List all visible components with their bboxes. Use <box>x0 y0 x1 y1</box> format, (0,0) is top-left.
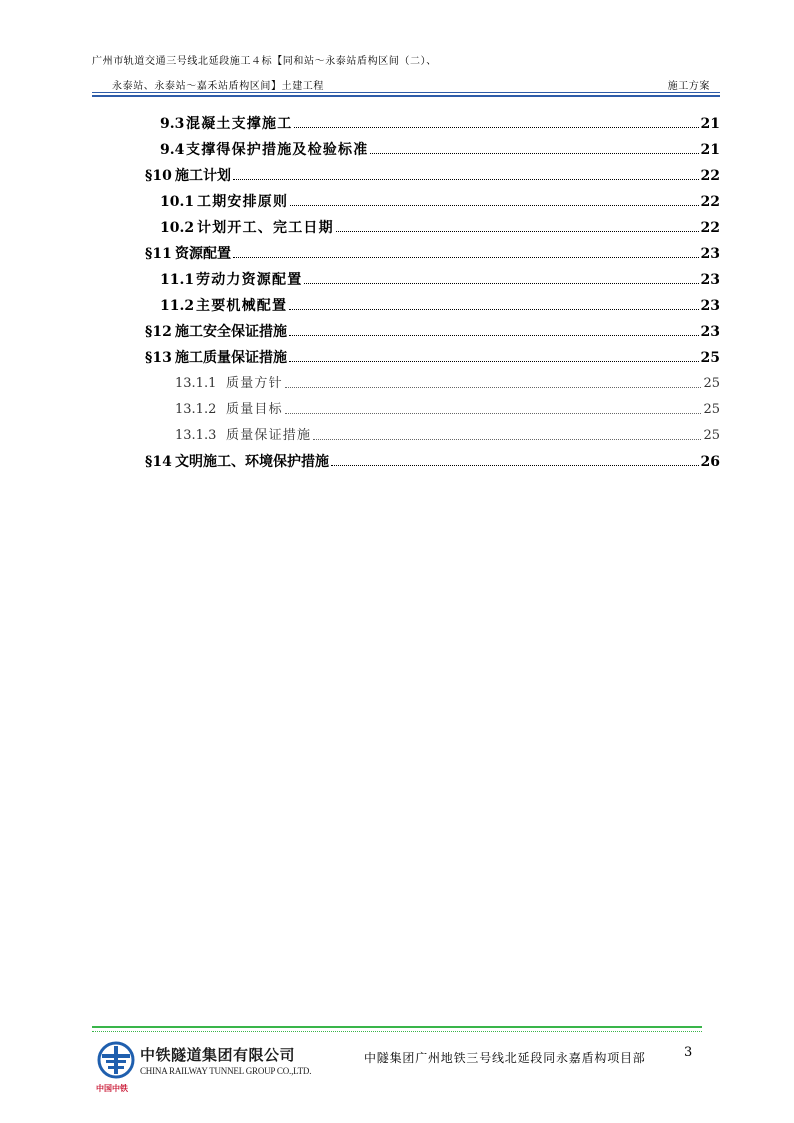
toc-entry-title: 质量方针 <box>226 376 283 391</box>
company-name-cn: 中铁隧道集团有限公司 <box>140 1046 296 1064</box>
page-number: 3 <box>684 1045 693 1060</box>
toc-entry-number: §10 <box>145 168 172 184</box>
toc-dot-leader <box>285 387 701 388</box>
company-name-en: CHINA RAILWAY TUNNEL GROUP CO.,LTD. <box>140 1066 312 1076</box>
toc-dot-leader <box>290 205 699 206</box>
toc-dot-leader <box>336 231 699 232</box>
toc-entry-title: 资源配置 <box>175 246 231 262</box>
logo-caption: 中国中铁 <box>96 1084 128 1093</box>
toc-entry-number: 11.2 <box>160 298 195 314</box>
toc-entry-page: 23 <box>700 324 720 340</box>
china-railway-logo-icon <box>96 1040 136 1080</box>
toc-entry-title: 施工安全保证措施 <box>175 324 287 340</box>
toc-entry[interactable] <box>0 424 794 448</box>
toc-entry-page: 23 <box>700 272 720 288</box>
toc-entry-page: 25 <box>703 428 720 443</box>
toc-entry[interactable] <box>0 216 794 240</box>
toc-entry-number: 10.2 <box>160 220 195 236</box>
toc-entry[interactable] <box>0 294 794 318</box>
header-rule-thick <box>92 95 720 97</box>
toc-entry[interactable] <box>0 112 794 136</box>
toc-entry-page: 22 <box>700 194 720 210</box>
header-rule <box>92 92 720 93</box>
toc-dot-leader <box>331 465 699 466</box>
toc-entry-number: 13.1.2 <box>175 402 217 417</box>
toc-entry[interactable] <box>0 190 794 214</box>
toc-dot-leader <box>304 283 699 284</box>
toc-entry-number: 13.1.1 <box>175 376 217 391</box>
toc-entry-number: §12 <box>145 324 172 340</box>
toc-entry-number: 9.3 <box>160 116 185 132</box>
toc-dot-leader <box>233 257 699 258</box>
footer-rule <box>92 1026 702 1028</box>
toc-entry-page: 21 <box>700 142 720 158</box>
toc-dot-leader <box>289 309 699 310</box>
header-project-title-line2: 永泰站、永泰站～嘉禾站盾构区间】土建工程 <box>112 81 324 92</box>
toc-entry-number: 9.4 <box>160 142 185 158</box>
toc-dot-leader <box>370 153 699 154</box>
toc-entry[interactable] <box>0 320 794 344</box>
toc-dot-leader <box>285 413 701 414</box>
footer-rule-dotted <box>92 1031 702 1032</box>
toc-entry-page: 22 <box>700 168 720 184</box>
toc-entry-page: 25 <box>703 376 720 391</box>
toc-entry-title: 混凝土支撑施工 <box>186 116 293 132</box>
toc-entry-title: 支撑得保护措施及检验标准 <box>186 142 369 158</box>
toc-entry[interactable] <box>0 372 794 396</box>
toc-entry-title: 劳动力资源配置 <box>196 272 303 288</box>
toc-entry[interactable] <box>0 450 794 474</box>
toc-entry-page: 23 <box>700 246 720 262</box>
toc-entry[interactable] <box>0 398 794 422</box>
toc-entry-page: 25 <box>700 350 720 366</box>
toc-entry-title: 施工计划 <box>175 168 231 184</box>
toc-entry-title: 质量目标 <box>226 402 283 417</box>
toc-entry-number: 11.1 <box>160 272 195 288</box>
toc-dot-leader <box>289 335 699 336</box>
toc-entry[interactable] <box>0 346 794 370</box>
toc-entry[interactable] <box>0 268 794 292</box>
toc-entry-page: 21 <box>700 116 720 132</box>
toc-entry-title: 工期安排原则 <box>197 194 289 210</box>
toc-entry[interactable] <box>0 138 794 162</box>
toc-dot-leader <box>289 361 699 362</box>
toc-dot-leader <box>294 127 699 128</box>
toc-entry-number: §14 <box>145 454 172 470</box>
toc-entry[interactable] <box>0 164 794 188</box>
toc-entry-page: 26 <box>700 454 720 470</box>
toc-dot-leader <box>313 439 701 440</box>
toc-entry-number: 10.1 <box>160 194 195 210</box>
toc-entry-page: 22 <box>700 220 720 236</box>
toc-entry-title: 质量保证措施 <box>226 428 312 443</box>
toc-entry-page: 23 <box>700 298 720 314</box>
toc-entry-number: 13.1.3 <box>175 428 217 443</box>
toc-dot-leader <box>233 179 699 180</box>
header-project-title-line1: 广州市轨道交通三号线北延段施工４标【同和站～永泰站盾构区间（二）、 <box>92 56 437 67</box>
footer-project-department: 中隧集团广州地铁三号线北延段同永嘉盾构项目部 <box>364 1051 646 1065</box>
header-document-type: 施工方案 <box>667 81 710 92</box>
toc-entry-title: 主要机械配置 <box>196 298 288 314</box>
toc-entry[interactable] <box>0 242 794 266</box>
toc-entry-title: 施工质量保证措施 <box>175 350 287 366</box>
toc-entry-title: 计划开工、完工日期 <box>197 220 334 236</box>
toc-entry-page: 25 <box>703 402 720 417</box>
toc-entry-number: §13 <box>145 350 172 366</box>
toc-entry-number: §11 <box>145 246 172 262</box>
toc-entry-title: 文明施工、环境保护措施 <box>175 454 329 470</box>
